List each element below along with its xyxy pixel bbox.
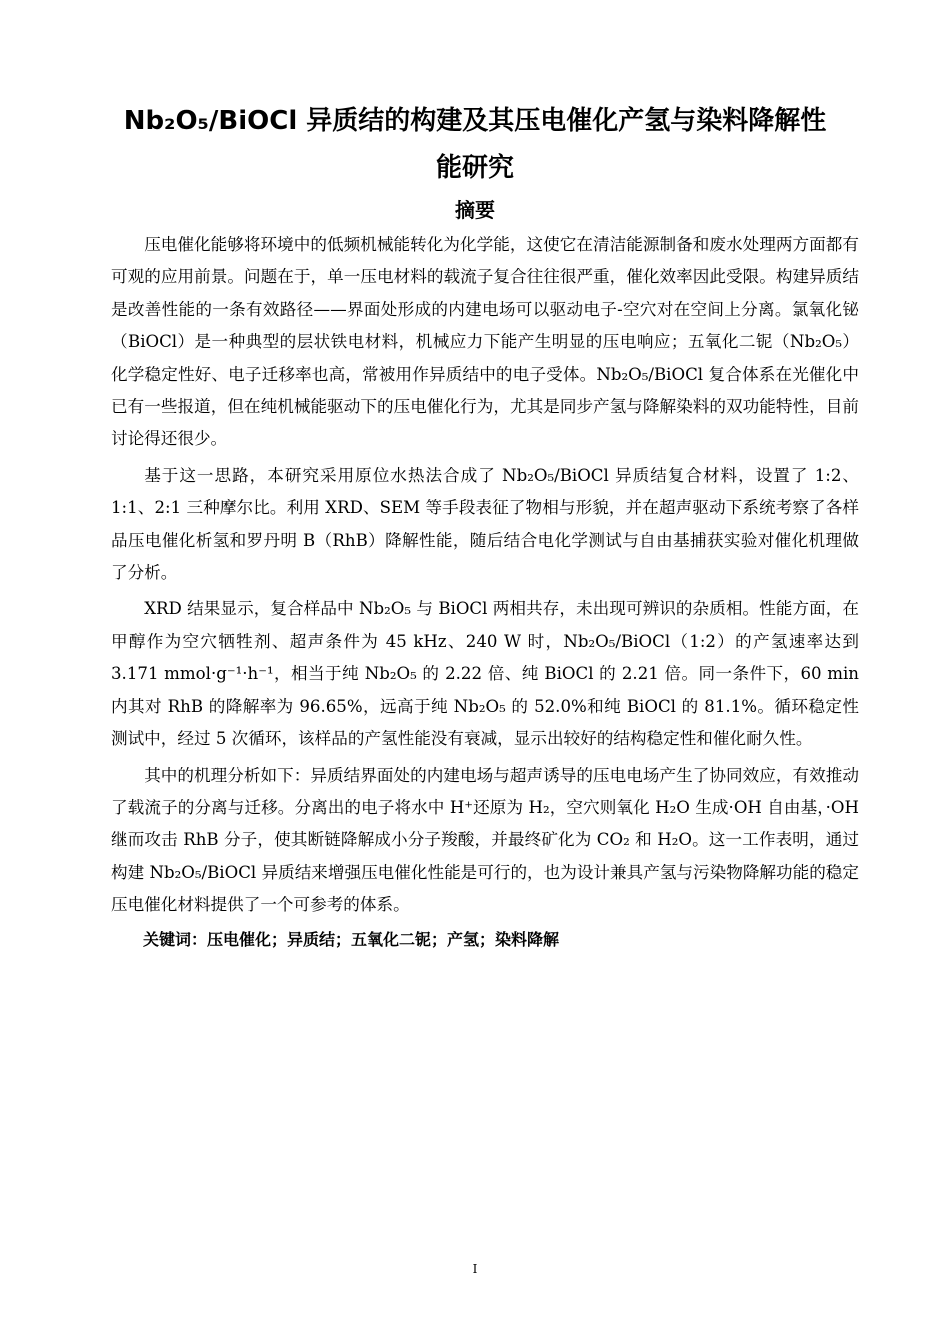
keywords-line: 关键词：压电催化；异质结；五氧化二铌；产氢；染料降解 xyxy=(143,929,560,949)
abstract-body xyxy=(111,229,859,956)
title-line-2: 能研究 xyxy=(435,153,514,183)
abstract-paragraph-4: 其中的机理分析如下：异质结界面处的内建电场与超声诱导的压电电场产生了协同效应，有效推动了载流子的分离与迁移。分离出的电子将水中 H⁺还原为 H₂，空穴则氧化 H₂O 生成·OH 自由基，·OH 继而攻击 RhB 分子，使其断链降解成小分子羧酸，并最终矿化为 CO₂ 和 H₂O。这一工作表明，通过构建 Nb₂O₅/BiOCl 异质结来增强压电催化性能是可行的，也为设计兼具产氢与污染物降解功能的稳定压电催化材料提供了一个可参考的体系。 xyxy=(111,765,859,915)
document-title xyxy=(100,98,850,192)
abstract-paragraph-2: 基于这一思路，本研究采用原位水热法合成了 Nb₂O₅/BiOCl 异质结复合材料，设置了 1:2、1:1、2:1 三种摩尔比。利用 XRD、SEM 等手段表征了物相与形貌，并在超声驱动下系统考察了各样品压电催化析氢和罗丹明 B（RhB）降解性能，随后结合电化学测试与自由基捕获实验对催化机理做了分析。 xyxy=(111,465,859,583)
abstract-paragraph-1: 压电催化能够将环境中的低频机械能转化为化学能，这使它在清洁能源制备和废水处理两方面都有可观的应用前景。问题在于，单一压电材料的载流子复合往往很严重，催化效率因此受限。构建异质结是改善性能的一条有效路径——界面处形成的内建电场可以驱动电子-空穴对在空间上分离。氯氧化铋（BiOCl）是一种典型的层状铁电材料，机械应力下能产生明显的压电响应；五氧化二铌（Nb₂O₅）化学稳定性好、电子迁移率也高，常被用作异质结中的电子受体。Nb₂O₅/BiOCl 复合体系在光催化中已有一些报道，但在纯机械能驱动下的压电催化行为，尤其是同步产氢与降解染料的双功能特性，目前讨论得还很少。 xyxy=(111,235,859,449)
abstract-heading: 摘要 xyxy=(455,198,495,222)
page-number: I xyxy=(472,1262,478,1276)
title-line-1: Nb₂O₅/BiOCl 异质结的构建及其压电催化产氢与染料降解性 xyxy=(123,106,827,136)
abstract-paragraph-3: XRD 结果显示，复合样品中 Nb₂O₅ 与 BiOCl 两相共存，未出现可辨识的杂质相。性能方面，在甲醇作为空穴牺牲剂、超声条件为 45 kHz、240 W 时，Nb₂O₅/BiOCl（1:2）的产氢速率达到 3.171 mmol·g⁻¹·h⁻¹，相当于纯 Nb₂O₅ 的 2.22 倍、纯 BiOCl 的 2.21 倍。同一条件下，60 min 内其对 RhB 的降解率为 96.65%，远高于纯 Nb₂O₅ 的 52.0%和纯 BiOCl 的 81.1%。循环稳定性测试中，经过 5 次循环，该样品的产氢性能没有衰减，显示出较好的结构稳定性和催化耐久性。 xyxy=(111,599,859,749)
